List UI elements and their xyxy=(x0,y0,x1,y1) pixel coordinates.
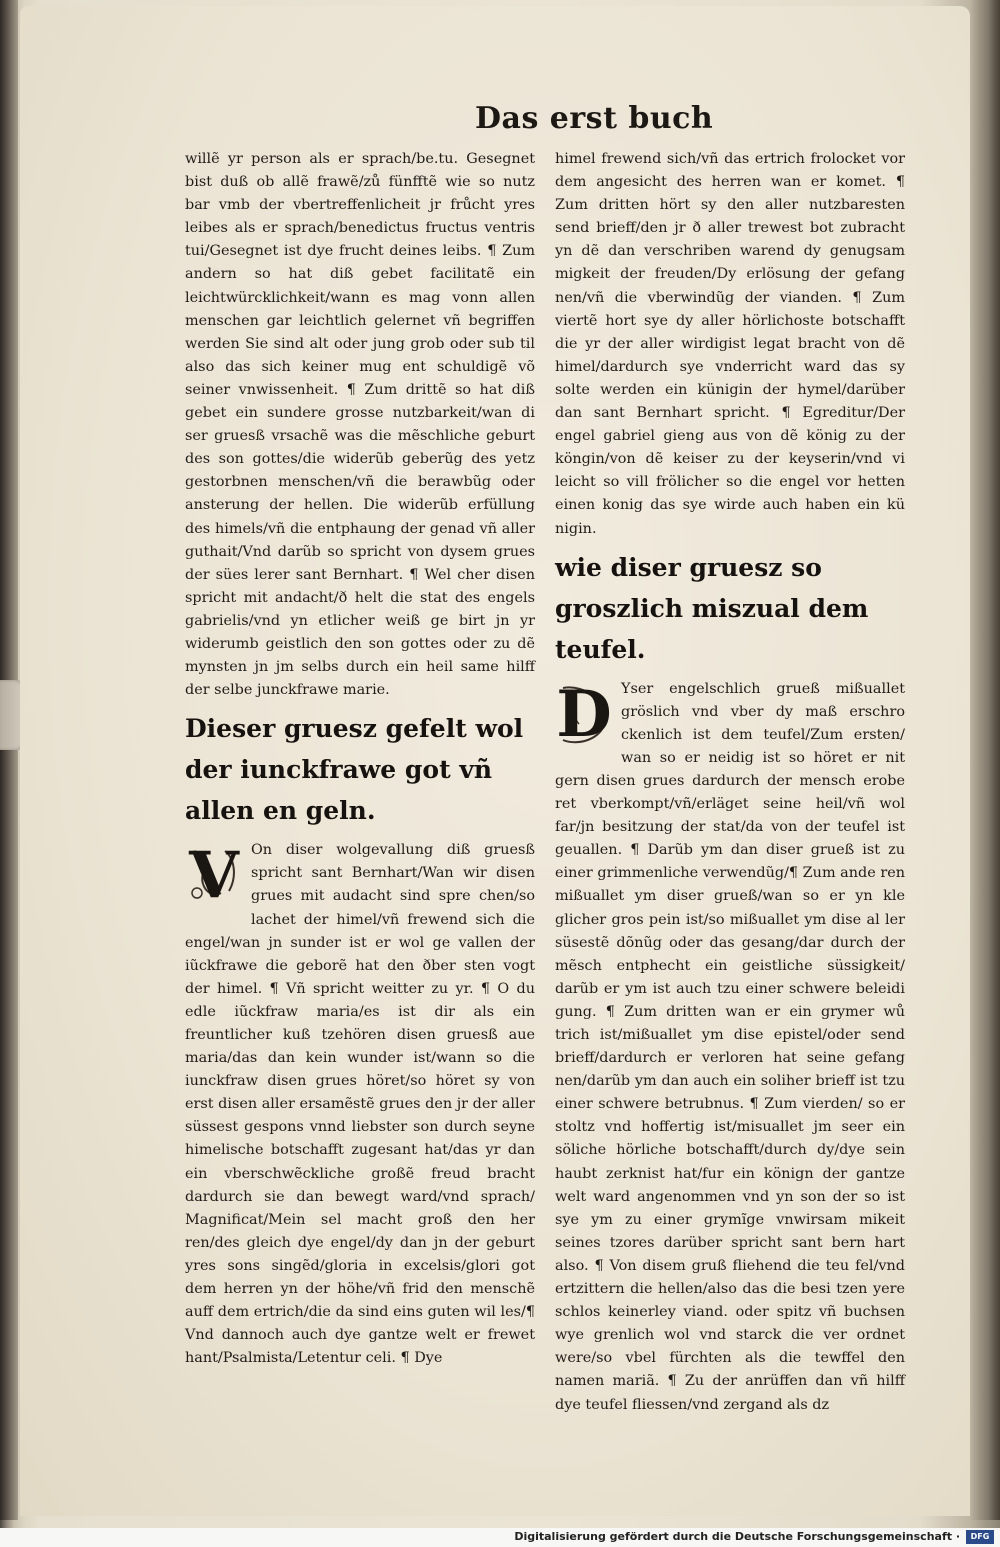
book-spine-edge xyxy=(0,0,18,1520)
left-paragraph-1: willẽ yr person als er sprach/be.tu. Gesegnet bist duß ob allẽ frawẽ/zů fünfftẽ wie so nutz bar vmb der vbertreffenlicheit jr frůcht yres leibes als er sprach/benedictus fructus ventris tui/Gesegnet ist dye frucht deines leibs. ¶ Zum andern so hat diß gebet facilitatẽ ein leichtwürcklichkeit/wann es mag vonn allen menschen gar leichtlich gelernet vñ begriffen werden Sie sind alt oder jung grob oder sub til also das sich keiner mug ent schuldigẽ võ seiner vnwissenheit. ¶ Zum drittẽ so hat diß gebet ein sundere grosse nutzbarkeit/wan di ser gruesß vrsachẽ was die mẽschliche geburt des son gottes/die widerũb geberũg des yetz gestorbnen menschen/vñ die berawbũg oder ansterung der hellen. Die widerũb erfüllung des himels/vñ die entphaung der genad vñ aller guthait/Vnd darũb so spricht von dysem grues der sües lerer sant Bernhart. ¶ Wel cher disen spricht mit andacht/ð helt die stat des engels gabrielis/vnd yn etlicher weiß ge birt jn yr widerumb geistlich den son gottes oder zu dẽ mynsten jn jm selbs durch ein heil same hilff der selbe junckfrawe marie. xyxy=(185,151,535,699)
right-paragraph-2 xyxy=(555,678,905,1417)
right-text-column xyxy=(555,148,905,1417)
right-paragraph-1: himel frewend sich/vñ das ertrich frolocket vor dem angesicht des herren wan er komet. ¶ Zum dritten hört sy den aller nutzbaresten send brieff/den jr ð aller trewest bot zubracht yn dẽ dan verschriben warend dy genugsam migkeit der freuden/Dy erlösung der gefang nen/vñ die vberwindũg der vianden. ¶ Zum viertẽ hort sye dy aller hörlichoste botschafft die yr der aller wirdigist legat bracht von dẽ himel/dardurch sye vnderricht ward das sy solte werden ein künigin der hymel/darüber dan sant Bernhart spricht. ¶ Egreditur/Der engel gabriel gieng aus von dẽ könig zu der köngin/von dẽ keiser zu der keyserin/vnd vi leicht so vill frölicher so die engel vor hetten einen konig das sye wirde auch haben ein kü nigin. xyxy=(555,151,905,537)
page-right-edge xyxy=(970,0,1000,1520)
decorated-initial-v: V xyxy=(185,843,243,909)
left-paragraph-2 xyxy=(185,839,535,1370)
decorated-initial-d: D xyxy=(556,676,612,752)
right-section-heading: wie diser gruesz so groszlich miszual dem teufel. xyxy=(555,552,869,664)
left-section-heading: Dieser gruesz gefelt wol der iunckfrawe got vñ allen en geln. xyxy=(185,714,524,826)
running-head: Das erst buch xyxy=(475,101,714,136)
funding-credit: Digitalisierung gefördert durch die Deutsche Forschungsgemeinschaft · xyxy=(514,1530,960,1543)
left-paragraph-2-text: On diser wolgevallung diß gruesß spricht sant Bernhart/Wan wir disen grues mit audacht sind spre chen/so lachet der himel/vñ frewend sich die engel/wan jn sunder ist er wol ge vallen der iũckfrawe die geborẽ hat den ðber sten vogt der himel. ¶ Vñ spricht weitter zu yr. ¶ O du edle iũckfraw maria/es ist dir als ein freuntlicher kuß tzehören disen gruesß aue maria/das dan kein wunder ist/wann so die iunckfraw disen grues höret/so höret sy von erst disen aller ersamẽstẽ grues den jr der aller süssest gespons vnnd liebster son durch seyne himelische botschafft zugesant hat/das yr dan ein vberschwẽckliche großẽ freud bracht dardurch sie dan bewegt ward/vnd sprach/ Magnificat/Mein sel macht groß den her ren/des gleich dye engel/dy dan jn der geburt yres sons singẽd/gloria in excelsis/glori got dem herren yn der höhe/vñ frid den menschẽ auff dem ertrich/die da sind eins guten wil les/¶ Vnd dannoch auch dye gantze welt er frewet hant/Psalmista/Letentur celi. ¶ Dye xyxy=(185,842,535,1367)
right-paragraph-2-text: Yser engelschlich grueß mißuallet gröslich vnd vber dy maß erschro ckenlich ist dem teufel/Zum ersten/ wan so er neidig ist so höret er nit gern disen grues dardurch der mensch erobe ret vberkompt/vñ/erläget seine heil/vñ wol far/jn besitzung der stat/da von der teufel ist geuallen. ¶ Darũb ym dan diser grueß ist zu einer grimmenliche verwendũg/¶ Zum ande ren mißuallet ym diser grueß/wan so er yn kle glicher gros pein ist/so mißuallet ym dise al ler süsestẽ dõnũg oder das gesang/dar durch der mẽsch entphecht ein geistliche süssigkeit/ darũb er ym ist auch tzu einer schwere beleidi gung. ¶ Zum dritten wan er ein grymer wů trich ist/mißuallet ym dise epistel/oder send brieff/dardurch er verloren hat seine gefang nen/darũb ym dan auch ein soliher brieff ist tzu einer schwere betrubnus. ¶ Zum vierden/ so er stoltz vnd hoffertig ist/misuallet jm seer ein söliche hörliche botschafft/durch dy/dye sein haubt zerknist hat/fur ein könign der gantze welt ward angenommen vnd yn son der so ist sye ym zu einer grymĩge vnwirsam mikeit seines tzores darüber spricht sant bern hart also. ¶ Von disem gruß fliehend die teu fel/vnd ertzittern die hellen/also das die besi tzen yere schlos keinerley viand. oder spitz vñ buchsen wye grenlich wol vnd starck die ver ordnet were/so vbel fürchten als die tewffel den namen mariã. ¶ Zu der anrüffen dan vñ hilff dye teufel fliessen/vnd zergand als dz xyxy=(555,680,905,1413)
left-text-column xyxy=(185,148,535,1370)
dfg-logo-icon: DFG xyxy=(966,1530,994,1544)
